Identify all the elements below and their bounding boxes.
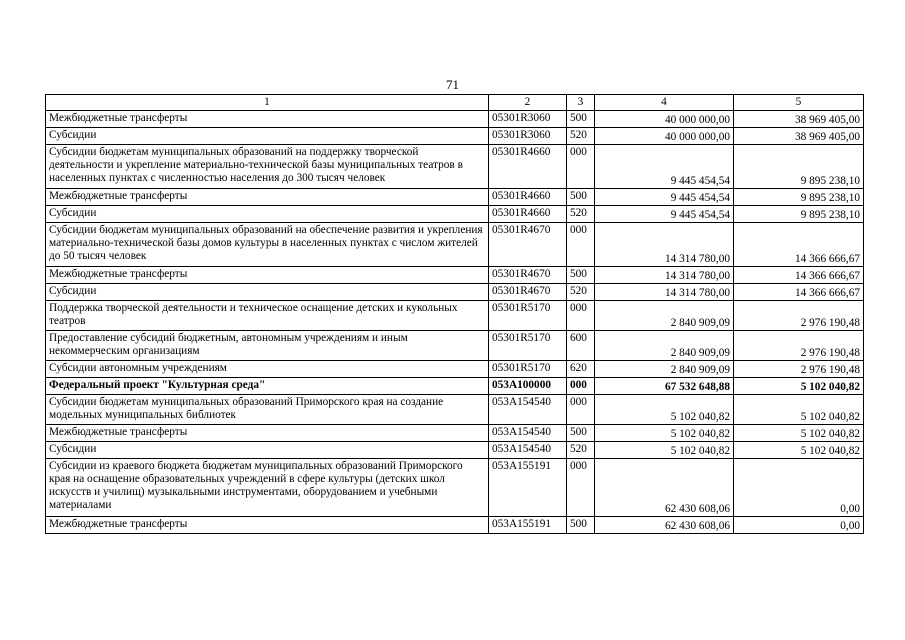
row-name-cell: Межбюджетные трансферты <box>46 111 489 128</box>
row-amount-2-cell: 38 969 405,00 <box>734 128 864 145</box>
row-amount-2-cell: 38 969 405,00 <box>734 111 864 128</box>
row-amount-2-cell: 14 366 666,67 <box>734 267 864 284</box>
table-row <box>46 442 864 459</box>
page-number: 71 <box>446 77 459 92</box>
budget-table <box>45 94 864 534</box>
row-vr-cell: 000 <box>567 223 595 267</box>
row-amount-1-cell: 9 445 454,54 <box>595 145 734 189</box>
row-amount-2-cell: 5 102 040,82 <box>734 442 864 459</box>
row-code-cell: 053A154540 <box>489 442 567 459</box>
row-amount-2-cell: 9 895 238,10 <box>734 206 864 223</box>
row-code-cell: 053A100000 <box>489 378 567 395</box>
row-amount-1-cell: 5 102 040,82 <box>595 425 734 442</box>
row-name-cell: Межбюджетные трансферты <box>46 517 489 534</box>
table-row <box>46 395 864 425</box>
column-header-name: 1 <box>46 95 489 111</box>
table-row <box>46 189 864 206</box>
row-code-cell: 05301R4660 <box>489 145 567 189</box>
row-vr-cell: 000 <box>567 301 595 331</box>
row-amount-1-cell: 67 532 648,88 <box>595 378 734 395</box>
row-amount-2-cell: 9 895 238,10 <box>734 189 864 206</box>
column-header-amount-2: 5 <box>734 95 864 111</box>
row-vr-cell: 500 <box>567 111 595 128</box>
row-amount-2-cell: 5 102 040,82 <box>734 378 864 395</box>
row-code-cell: 05301R5170 <box>489 331 567 361</box>
row-code-cell: 053A154540 <box>489 425 567 442</box>
table-row <box>46 517 864 534</box>
row-name-cell: Федеральный проект "Культурная среда" <box>46 378 489 395</box>
row-code-cell: 05301R5170 <box>489 301 567 331</box>
row-name-cell: Субсидии <box>46 442 489 459</box>
row-vr-cell: 500 <box>567 267 595 284</box>
row-amount-2-cell: 9 895 238,10 <box>734 145 864 189</box>
row-amount-1-cell: 40 000 000,00 <box>595 111 734 128</box>
row-vr-cell: 000 <box>567 378 595 395</box>
table-row <box>46 128 864 145</box>
row-amount-1-cell: 40 000 000,00 <box>595 128 734 145</box>
row-vr-cell: 500 <box>567 425 595 442</box>
table-row <box>46 331 864 361</box>
row-code-cell: 05301R4670 <box>489 284 567 301</box>
table-row <box>46 301 864 331</box>
row-vr-cell: 500 <box>567 189 595 206</box>
table-row <box>46 111 864 128</box>
row-amount-1-cell: 9 445 454,54 <box>595 206 734 223</box>
row-name-cell: Поддержка творческой деятельности и техническое оснащение детских и кукольных театров <box>46 301 489 331</box>
table-row <box>46 267 864 284</box>
row-amount-1-cell: 5 102 040,82 <box>595 395 734 425</box>
row-name-cell: Субсидии <box>46 128 489 145</box>
table-row <box>46 206 864 223</box>
table-row <box>46 145 864 189</box>
row-name-cell: Субсидии бюджетам муниципальных образований Приморского края на создание модельных муниципальных библиотек <box>46 395 489 425</box>
row-name-cell: Межбюджетные трансферты <box>46 267 489 284</box>
row-name-cell: Субсидии <box>46 284 489 301</box>
table-row <box>46 223 864 267</box>
row-amount-1-cell: 62 430 608,06 <box>595 459 734 517</box>
row-name-cell: Субсидии бюджетам муниципальных образований на поддержку творческой деятельности и укрепление материально-технической базы муниципальных театров в населенных пунктах с численностью населения до 300 тысяч человек <box>46 145 489 189</box>
row-amount-2-cell: 14 366 666,67 <box>734 284 864 301</box>
row-amount-2-cell: 2 976 190,48 <box>734 301 864 331</box>
row-amount-2-cell: 5 102 040,82 <box>734 425 864 442</box>
row-vr-cell: 620 <box>567 361 595 378</box>
row-name-cell: Субсидии <box>46 206 489 223</box>
table-header-row <box>46 95 864 111</box>
table-row <box>46 459 864 517</box>
row-name-cell: Предоставление субсидий бюджетным, автономным учреждениям и иным некоммерческим организациям <box>46 331 489 361</box>
table-row <box>46 425 864 442</box>
row-amount-1-cell: 14 314 780,00 <box>595 284 734 301</box>
column-header-vr: 3 <box>567 95 595 111</box>
row-amount-2-cell: 5 102 040,82 <box>734 395 864 425</box>
row-amount-2-cell: 2 976 190,48 <box>734 331 864 361</box>
row-name-cell: Субсидии из краевого бюджета бюджетам муниципальных образований Приморского края на оснащение образовательных учреждений в сфере культуры (детских школ искусств и училищ) музыкальными инструментами, оборудованием и учебными материалами <box>46 459 489 517</box>
row-code-cell: 053A155191 <box>489 459 567 517</box>
row-vr-cell: 520 <box>567 284 595 301</box>
row-code-cell: 05301R4660 <box>489 189 567 206</box>
row-vr-cell: 500 <box>567 517 595 534</box>
row-amount-1-cell: 9 445 454,54 <box>595 189 734 206</box>
row-amount-1-cell: 2 840 909,09 <box>595 361 734 378</box>
row-amount-1-cell: 2 840 909,09 <box>595 331 734 361</box>
row-vr-cell: 000 <box>567 395 595 425</box>
row-amount-2-cell: 0,00 <box>734 459 864 517</box>
row-vr-cell: 520 <box>567 128 595 145</box>
row-amount-1-cell: 62 430 608,06 <box>595 517 734 534</box>
row-amount-2-cell: 14 366 666,67 <box>734 223 864 267</box>
row-code-cell: 05301R3060 <box>489 111 567 128</box>
row-amount-1-cell: 14 314 780,00 <box>595 223 734 267</box>
row-name-cell: Межбюджетные трансферты <box>46 425 489 442</box>
row-code-cell: 05301R4670 <box>489 223 567 267</box>
row-vr-cell: 520 <box>567 442 595 459</box>
row-name-cell: Субсидии бюджетам муниципальных образований на обеспечение развития и укрепления материально-технической базы домов культуры в населенных пунктах с числом жителей до 50 тысяч человек <box>46 223 489 267</box>
table-row <box>46 284 864 301</box>
table-row <box>46 378 864 395</box>
row-code-cell: 05301R4670 <box>489 267 567 284</box>
row-code-cell: 053A155191 <box>489 517 567 534</box>
row-vr-cell: 520 <box>567 206 595 223</box>
row-name-cell: Межбюджетные трансферты <box>46 189 489 206</box>
row-code-cell: 053A154540 <box>489 395 567 425</box>
row-name-cell: Субсидии автономным учреждениям <box>46 361 489 378</box>
column-header-amount-1: 4 <box>595 95 734 111</box>
row-vr-cell: 600 <box>567 331 595 361</box>
row-code-cell: 05301R5170 <box>489 361 567 378</box>
row-vr-cell: 000 <box>567 145 595 189</box>
row-amount-2-cell: 2 976 190,48 <box>734 361 864 378</box>
row-amount-2-cell: 0,00 <box>734 517 864 534</box>
row-amount-1-cell: 5 102 040,82 <box>595 442 734 459</box>
row-code-cell: 05301R3060 <box>489 128 567 145</box>
row-amount-1-cell: 14 314 780,00 <box>595 267 734 284</box>
column-header-code: 2 <box>489 95 567 111</box>
row-vr-cell: 000 <box>567 459 595 517</box>
row-amount-1-cell: 2 840 909,09 <box>595 301 734 331</box>
row-code-cell: 05301R4660 <box>489 206 567 223</box>
table-row <box>46 361 864 378</box>
